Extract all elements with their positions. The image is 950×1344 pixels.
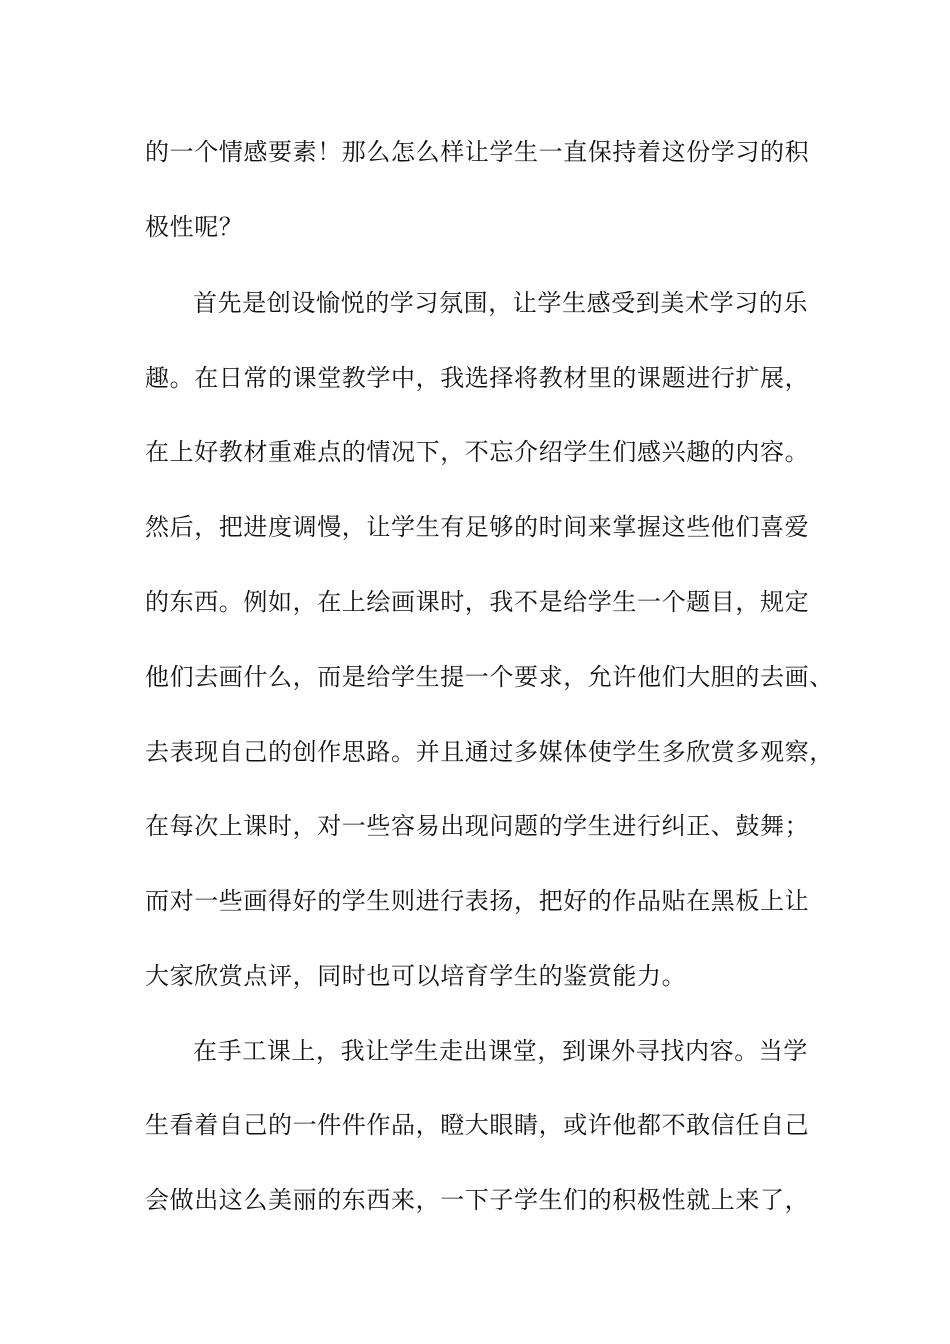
paragraph-start-line: 首先是创设愉悦的学习氛围，让学生感受到美术学习的乐: [193, 289, 808, 317]
text-line: 在每次上课时，对一些容易出现问题的学生进行纠正、鼓舞；: [145, 812, 810, 840]
text-line: 的一个情感要素！那么怎么样让学生一直保持着这份学习的积: [145, 138, 810, 166]
text-line: 生看着自己的一件件作品，瞪大眼睛，或许他都不敢信任自己: [145, 1111, 810, 1139]
text-line: 会做出这么美丽的东西来，一下子学生们的积极性就上来了，: [145, 1186, 810, 1214]
text-line: 极性呢？: [145, 213, 244, 241]
text-line: 的东西。例如，在上绘画课时，我不是给学生一个题目，规定: [145, 588, 810, 616]
text-line: 他们去画什么，而是给学生提一个要求，允许他们大胆的去画、: [145, 663, 834, 691]
text-line: 然后，把进度调慢，让学生有足够的时间来掌握这些他们喜爱: [145, 513, 810, 541]
paragraph-start-line: 在手工课上，我让学生走出课堂，到课外寻找内容。当学: [193, 1037, 808, 1065]
text-line: 而对一些画得好的学生则进行表扬，把好的作品贴在黑板上让: [145, 887, 810, 915]
text-line: 去表现自己的创作思路。并且通过多媒体使学生多欣赏多观察，: [145, 738, 834, 766]
text-line: 趣。在日常的课堂教学中，我选择将教材里的课题进行扩展，: [145, 364, 810, 392]
text-line: 在上好教材重难点的情况下，不忘介绍学生们感兴趣的内容。: [145, 438, 810, 466]
text-line: 大家欣赏点评，同时也可以培育学生的鉴赏能力。: [145, 962, 687, 990]
